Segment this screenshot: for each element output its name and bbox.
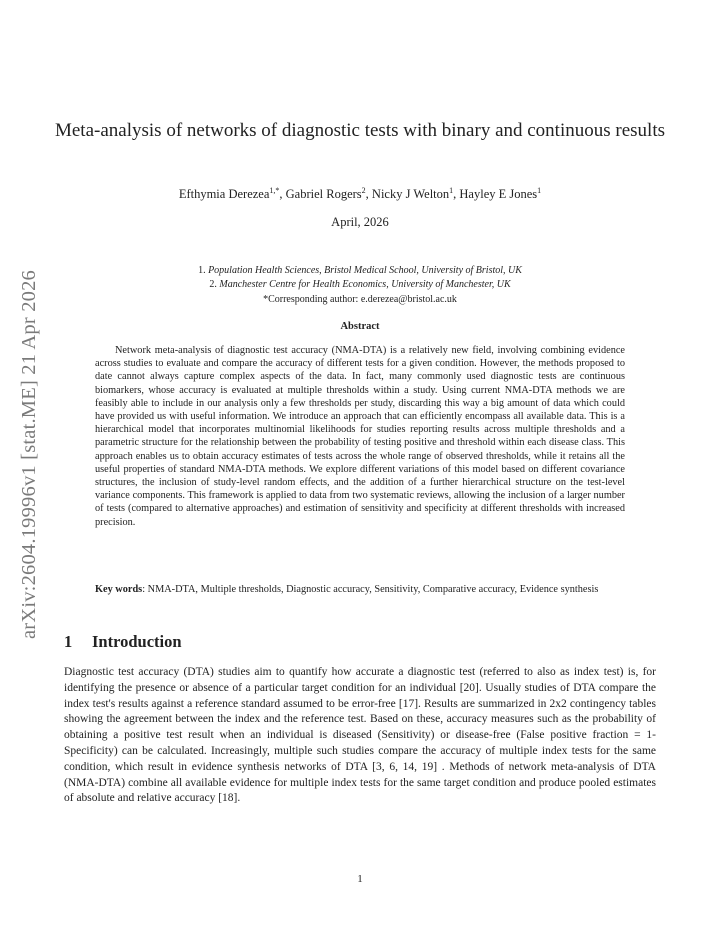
affiliation-text: Population Health Sciences, Bristol Medical School, University of Bristol, UK (208, 265, 522, 276)
paper-title: Meta-analysis of networks of diagnostic tests with binary and continuous results (54, 120, 665, 141)
section-title: Introduction (92, 632, 182, 651)
author-name: Hayley E Jones (459, 187, 538, 202)
author-affiliation-mark: 2 (361, 186, 366, 195)
page-number: 1 (357, 873, 363, 885)
abstract-text: Network meta-analysis of diagnostic test accuracy (NMA-DTA) is a relatively new field, involving combining evidence across studies to evaluate and compare the accuracy of different tests for a given condition. However, the methods proposed to date cannot always capture complex aspects of the data. In fact, many commonly used diagnostic tests are continuous biomarkers, whose accuracy is evaluated at multiple thresholds within a study. Using current NMA-DTA methods we are feasibly able to include in our analysis only a few thresholds per study, discarding this way a big amount of data which could have provided us with useful information. We introduce an approach that can efficiently encompass all available data. This is a hierarchical model that incorporates multinomial likelihoods for studies reporting results across multiple thresholds and a parametric structure for the relationship between the probability of testing positive and threshold within each disease class. This approach enables us to obtain accuracy estimates of tests across the whole range of observed thresholds, while it retains all the useful properties of standard NMA-DTA methods. We explore different variations of this model based on different covariance structures, the inclusion of study-level random effects, and the addition of a further hierarchical structure on the test-level variance components. This framework is applied to data from two systematic reviews, allowing the inclusion of a larger number of tests (compared to alternative approaches) and estimation of sensitivity and specificity at different thresholds with increased precision. (95, 345, 625, 528)
arxiv-identifier-stamp[interactable]: arXiv:2604.19996v1 [stat.ME] 21 Apr 2026 (18, 270, 40, 639)
keywords (95, 583, 625, 596)
author-affiliation-mark: 1 (449, 186, 454, 195)
publication-date: April, 2026 (331, 215, 389, 229)
author-affiliation-mark: 1 (537, 186, 542, 195)
section-number: 1 (64, 632, 73, 651)
section-heading (64, 632, 182, 652)
abstract-heading: Abstract (340, 321, 380, 332)
affiliation-text: Manchester Centre for Health Economics, University of Manchester, UK (219, 279, 511, 290)
keywords-label: Key words (95, 584, 143, 595)
affiliation-2 (40, 279, 680, 290)
affiliation-number: 2. (209, 279, 217, 290)
author-affiliation-mark: 1,* (269, 186, 280, 195)
author-name: Efthymia Derezea (178, 187, 270, 202)
author-list: Efthymia Derezea$^{1,*}$, Gabriel Rogers$^2$, Nicky J Welton$^1$, Hayley E Jones$^1$ (178, 186, 542, 202)
introduction-paragraph: Diagnostic test accuracy (DTA) studies aim to quantify how accurate a diagnostic test (referred to also as index test) is, for identifying the presence or absence of a particular target condition for an individual [20]. Usually studies of DTA compare the index test's results against a reference standard assumed to be error-free [17]. Results are summarized in 2x2 contingency tables showing the agreement between the index and the reference test. Based on these, accuracy measures such as the probability of obtaining a positive test result when an individual is diseased (Sensitivity) or disease-free (False positive fraction = 1-Specificity) can be calculated. Increasingly, multiple such studies compare the accuracy of multiple index tests for the same condition, which result in evidence synthesis networks of DTA [3, 6, 14, 19] . Methods of network meta-analysis of DTA (NMA-DTA) combine all available evidence for multiple index tests for the same target condition and produce pooled estimates of absolute and relative accuracy [18]. (64, 666, 656, 805)
affiliation-1 (40, 265, 680, 276)
author-name: Gabriel Rogers (285, 187, 362, 202)
author-name: Nicky J Welton (371, 187, 450, 202)
affiliation-number: 1. (198, 265, 206, 276)
keywords-text: : NMA-DTA, Multiple thresholds, Diagnostic accuracy, Sensitivity, Comparative accuracy, Evidence synthesis (142, 584, 599, 595)
corresponding-author[interactable]: *Corresponding author: e.derezea@bristol.ac.uk (263, 294, 457, 305)
